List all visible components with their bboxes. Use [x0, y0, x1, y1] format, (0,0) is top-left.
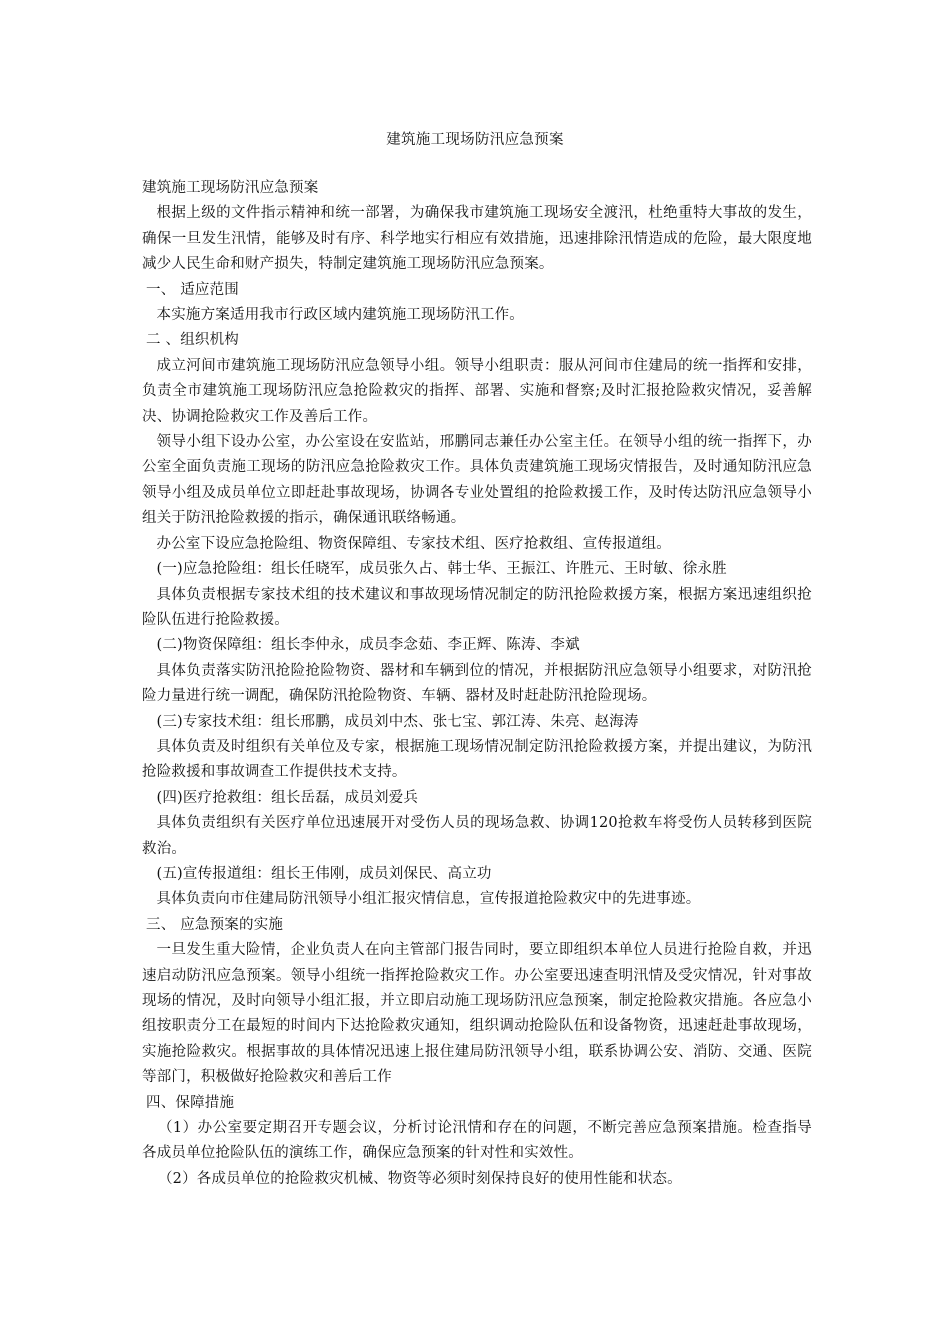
safeguard-item-2: （2）各成员单位的抢险救灾机械、物资等必须时刻保持良好的使用性能和状态。: [157, 1170, 682, 1187]
group-expert-technical-duty: 具体负责及时组织有关单位及专家，根据施工现场情况制定防汛抢险救援方案，并提出建议，为防汛抢险救援和事故调查工作提供技术支持。: [142, 738, 812, 781]
implementation-paragraph: 一旦发生重大险情，企业负责人在向主管部门报告同时，要立即组织本单位人员进行抢险自救，并迅速启动防汛应急预案。领导小组统一指挥抢险救灾工作。办公室要迅速查明汛情及受灾情况，针对事故现场的情况，及时向领导小组汇报，并立即启动施工现场防汛应急预案，制定抢险救灾措施。各应急小组按职责分工在最短的时间内下达抢险救灾通知，组织调动抢险队伍和设备物资，迅速赶赴事故现场，实施抢险救灾。根据事故的具体情况迅速上报住建局防汛领导小组，联系协调公安、消防、交通、医院等部门，积极做好抢险救灾和善后工作: [142, 942, 812, 1086]
organization-paragraph-2: 领导小组下设办公室，办公室设在安监站，邢鹏同志兼任办公室主任。在领导小组的统一指挥下，办公室全面负责施工现场的防汛应急抢险救灾工作。具体负责建筑施工现场灾情报告，及时通知防汛应急领导小组及成员单位立即赶赴事故现场，协调各专业处置组的抢险救援工作，及时传达防汛应急领导小组关于防汛抢险救援的指示，确保通讯联络畅通。: [142, 434, 812, 527]
scope-paragraph: 本实施方案适用我市行政区域内建筑施工现场防汛工作。: [156, 307, 524, 324]
group-publicity-duty: 具体负责向市住建局防汛领导小组汇报灾情信息，宣传报道抢险救灾中的先进事迹。: [156, 891, 701, 908]
group-publicity: (五)宣传报道组：组长王伟刚，成员刘保民、高立功: [156, 865, 492, 882]
document-body: [142, 176, 812, 1192]
group-material-support-duty: 具体负责落实防汛抢险抢险物资、器材和车辆到位的情况，并根据防汛应急领导小组要求，对防汛抢险力量进行统一调配，确保防汛抢险物资、车辆、器材及时赶赴防汛抢险现场。: [142, 662, 812, 705]
group-medical-rescue-duty: 具体负责组织有关医疗单位迅速展开对受伤人员的现场急救、协调120抢救车将受伤人员转移到医院救治。: [142, 815, 812, 857]
organization-paragraph-3: 办公室下设应急抢险组、物资保障组、专家技术组、医疗抢救组、宣传报道组。: [156, 535, 671, 552]
group-medical-rescue: (四)医疗抢救组：组长岳磊，成员刘爱兵: [156, 789, 419, 806]
section-heading-safeguards: 四、保障措施: [146, 1094, 235, 1111]
organization-paragraph-1: 成立河间市建筑施工现场防汛应急领导小组。领导小组职责：服从河间市住建局的统一指挥和安排，负责全市建筑施工现场防汛应急抢险救灾的指挥、部署、实施和督察;及时汇报抢险救灾情况，妥善解决、协调抢险救灾工作及善后工作。: [142, 357, 812, 425]
group-expert-technical: (三)专家技术组：组长邢鹏，成员刘中杰、张七宝、郭江涛、朱亮、赵海涛: [156, 713, 639, 730]
section-heading-organization: 二 、组织机构: [146, 332, 240, 349]
safeguard-item-1: （1）办公室要定期召开专题会议，分析讨论汛情和存在的问题，不断完善应急预案措施。检查指导各成员单位抢险队伍的演练工作，确保应急预案的针对性和实效性。: [142, 1120, 812, 1162]
section-heading-implementation: 三、 应急预案的实施: [146, 916, 284, 933]
group-emergency-rescue: (一)应急抢险组：组长任晓军，成员张久占、韩士华、王振江、许胜元、王时敏、徐永胜: [156, 561, 727, 578]
group-material-support: (二)物资保障组：组长李仲永，成员李念茹、李正辉、陈涛、李斌: [156, 637, 580, 654]
intro-paragraph: 根据上级的文件指示精神和统一部署，为确保我市建筑施工现场安全渡汛，杜绝重特大事故的发生，确保一旦发生汛情，能够及时有序、科学地实行相应有效措施，迅速排除汛情造成的危险，最大限度地减少人民生命和财产损失，特制定建筑施工现场防汛应急预案。: [142, 205, 812, 273]
document-title: 建筑施工现场防汛应急预案: [386, 132, 564, 148]
group-emergency-rescue-duty: 具体负责根据专家技术组的技术建议和事故现场情况制定的防汛抢险救援方案，根据方案迅速组织抢险队伍进行抢险救援。: [142, 586, 812, 628]
subtitle-paragraph: 建筑施工现场防汛应急预案: [142, 180, 319, 196]
section-heading-scope: 一、 适应范围: [146, 281, 240, 298]
